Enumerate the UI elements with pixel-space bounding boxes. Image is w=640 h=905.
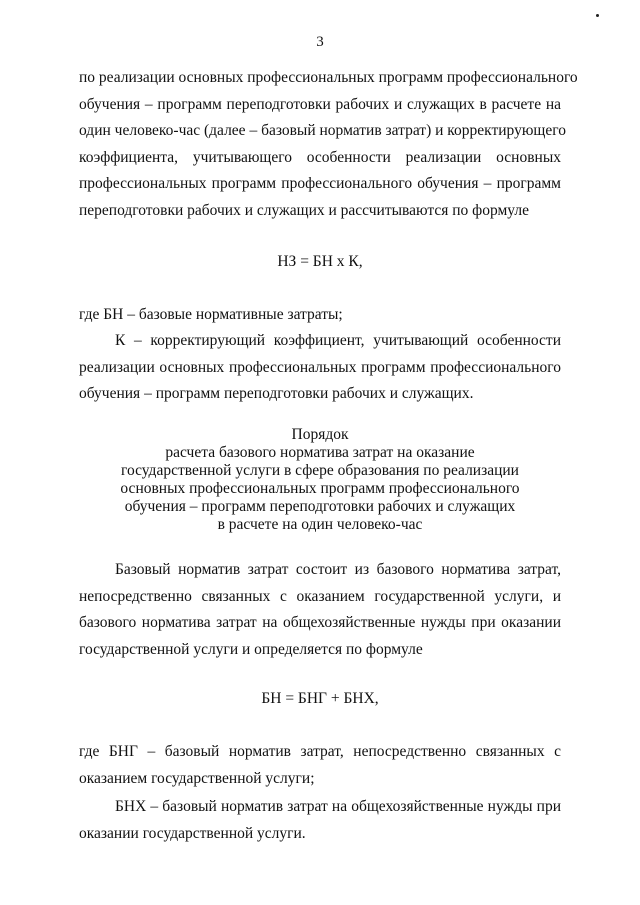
heading-line: Порядок bbox=[291, 426, 349, 443]
text-line: К – корректирующий коэффициент, учитывающий особенности bbox=[115, 332, 561, 349]
formula-nz: НЗ = БН х К, bbox=[277, 253, 363, 270]
heading-line: в расчете на один человеко-час bbox=[217, 516, 423, 533]
text-line: оказании государственной услуги. bbox=[79, 824, 306, 842]
definition-bnh bbox=[79, 794, 561, 847]
text-line: БНХ – базовый норматив затрат на общехозяйственные нужды при bbox=[115, 798, 561, 815]
text-line: где БНГ – базовый норматив затрат, непосредственно связанных с bbox=[79, 743, 561, 760]
formula-bn: БН = БНГ + БНХ, bbox=[261, 690, 379, 707]
text-line: реализации основных профессиональных программ профессионального bbox=[79, 358, 561, 376]
page-number: 3 bbox=[316, 34, 324, 50]
text-line: один человеко-час (далее – базовый норматив затрат) и корректирующего bbox=[79, 122, 566, 139]
paragraph-bn-composition bbox=[79, 557, 561, 663]
text-line: обучения – программ переподготовки рабочих и служащих в расчете на bbox=[79, 95, 561, 113]
definition-bn bbox=[79, 302, 561, 329]
text-line: переподготовки рабочих и служащих и рассчитываются по формуле bbox=[79, 201, 529, 219]
text-line: государственной услуги и определяется по формуле bbox=[79, 640, 423, 658]
text-line: оказанием государственной услуги; bbox=[79, 769, 315, 787]
heading-line: основных профессиональных программ профессионального bbox=[120, 480, 520, 497]
scan-dot bbox=[596, 14, 599, 17]
text-line: по реализации основных профессиональных программ профессионального bbox=[79, 69, 578, 86]
text-line: непосредственно связанных с оказанием государственной услуги, и bbox=[79, 587, 561, 605]
heading-line: расчета базового норматива затрат на оказание bbox=[165, 444, 475, 461]
paragraph-intro bbox=[79, 65, 578, 224]
definition-bng bbox=[79, 739, 561, 792]
text-line: обучения – программ переподготовки рабочих и служащих. bbox=[79, 385, 474, 402]
heading-line: обучения – программ переподготовки рабочих и служащих bbox=[124, 498, 516, 515]
section-heading bbox=[0, 426, 640, 534]
text-line: Базовый норматив затрат состоит из базового норматива затрат, bbox=[115, 561, 561, 578]
definition-k bbox=[79, 328, 561, 408]
text-line: коэффициента, учитывающего особенности реализации основных bbox=[79, 148, 561, 166]
text-line: профессиональных программ профессионального обучения – программ bbox=[79, 175, 561, 192]
text-line: базового норматива затрат на общехозяйственные нужды при оказании bbox=[79, 614, 561, 631]
heading-line: государственной услуги в сфере образования по реализации bbox=[121, 462, 519, 479]
text-line: где БН – базовые нормативные затраты; bbox=[79, 306, 343, 323]
